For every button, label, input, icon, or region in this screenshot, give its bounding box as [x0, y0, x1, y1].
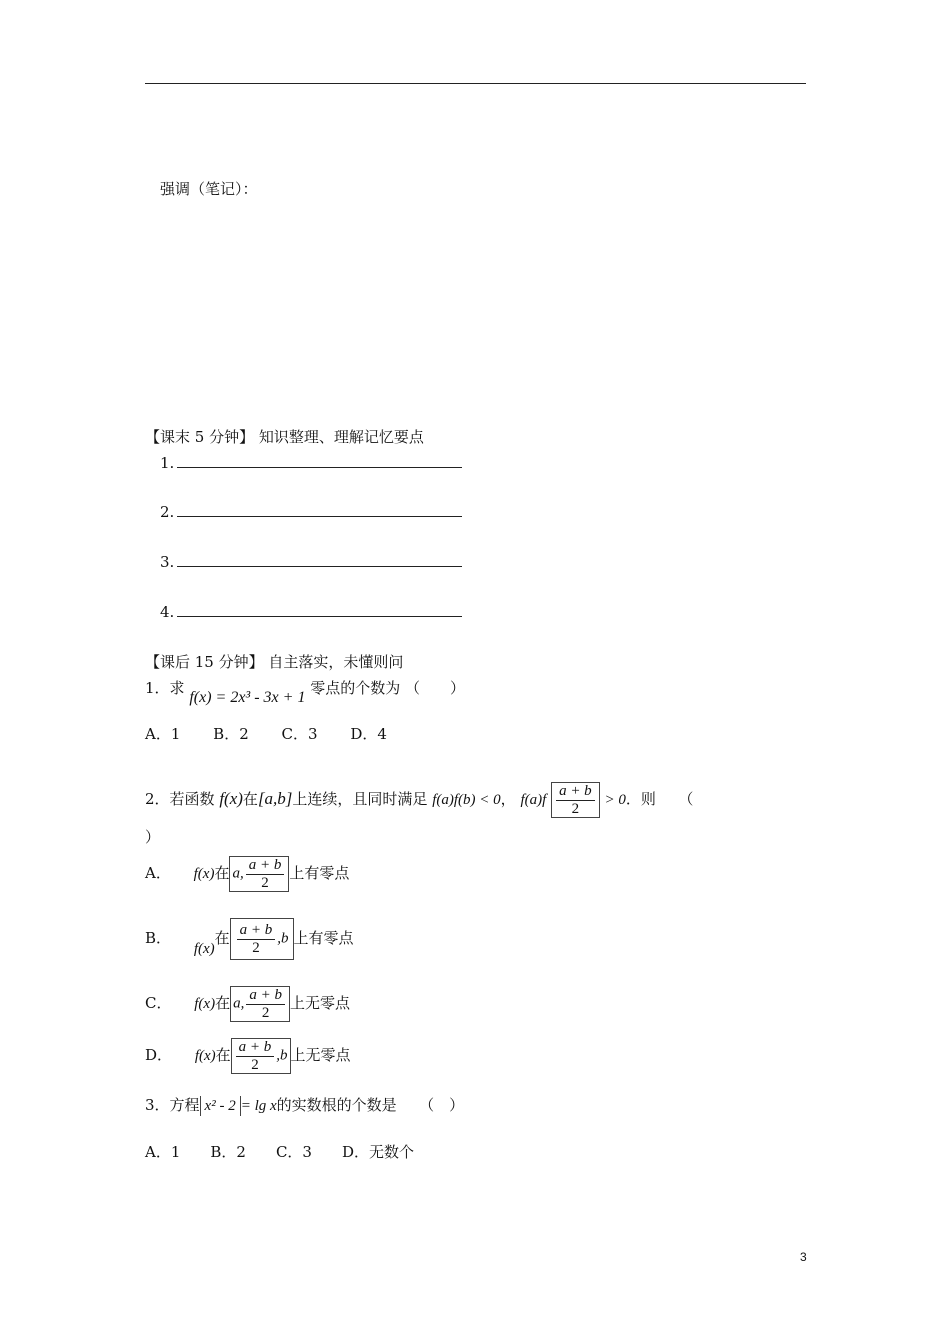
blank-line-2 [160, 502, 462, 521]
option-fx: f(x) [194, 996, 216, 1012]
page-number: 3 [800, 1250, 807, 1264]
end5-heading: 【课末 5 分钟】 知识整理、理解记忆要点 [145, 428, 424, 446]
q1-formula: f(x) = 2x³ - 3x + 1 [189, 689, 306, 706]
q3-prefix: 3．方程 [145, 1096, 200, 1114]
option-label: A． [145, 864, 171, 882]
q2-cond1: f(a)f(b) < 0 [432, 792, 501, 808]
option-fx: f(x) [194, 1048, 216, 1064]
blank-number: 1. [160, 454, 175, 472]
blank-line-1 [160, 453, 462, 472]
blank-number: 4. [160, 603, 175, 621]
option-label: C． [145, 994, 172, 1012]
q2-frac-den: 2 [571, 800, 580, 817]
q2-option-c [145, 986, 350, 1022]
blank-line-3 [160, 552, 462, 571]
option-on: 在 [214, 864, 230, 882]
option-fx: f(x) [193, 941, 215, 957]
q2-option-a [145, 856, 349, 892]
question-3 [145, 1094, 464, 1115]
q3-eq: = lg x [240, 1098, 277, 1114]
q2-option-b [145, 918, 354, 960]
q1-options [145, 723, 415, 744]
question-2 [145, 782, 693, 818]
option-on: 在 [215, 994, 231, 1012]
q2-then: ．则 （ [625, 790, 694, 808]
blank-line-4 [160, 602, 462, 621]
option-interval: a, $\frac{a + b}{2}$ [229, 856, 289, 892]
q1-suffix: 零点的个数为 （ ） [310, 679, 466, 697]
q1-option-a: A．1 [145, 725, 181, 743]
blank-number: 2. [160, 503, 175, 521]
q2-cond2-pre: f(a)f [520, 792, 547, 808]
option-interval: $\frac{a + b}{2}$ ,b [230, 918, 294, 960]
option-tail: 上无零点 [290, 1046, 351, 1064]
q2-paren-frac [551, 782, 600, 818]
q3-abs: x² - 2 [200, 1096, 241, 1116]
option-on: 在 [214, 929, 230, 947]
q2-fx: f(x) [219, 789, 243, 808]
q2-comma: ， [500, 790, 516, 808]
q2-frac-num: a + b [556, 783, 595, 801]
emphasis-label: 强调（笔记）： [160, 180, 258, 198]
q1-option-b: B．2 [213, 725, 249, 743]
option-fx: f(x) [193, 866, 215, 882]
q3-options: A．1 B．2 C．3 D．无数个 [145, 1143, 414, 1161]
q2-prefix: 2．若函数 [145, 790, 215, 808]
q1-option-c: C．3 [281, 725, 318, 743]
option-tail: 上有零点 [289, 864, 350, 882]
option-label: B． [145, 929, 172, 947]
question-1 [145, 677, 466, 706]
option-label: D． [145, 1046, 173, 1064]
option-interval: $\frac{a + b}{2}$ ,b [231, 1038, 291, 1074]
option-on: 在 [215, 1046, 231, 1064]
q2-mid: 上连续，且同时满足 [292, 790, 428, 808]
option-interval: a, $\frac{a + b}{2}$ [230, 986, 290, 1022]
q1-prefix: 1．求 [145, 679, 185, 697]
q3-suffix: 的实数根的个数是 （ ） [276, 1096, 465, 1114]
q1-option-d: D．4 [350, 725, 387, 743]
option-tail: 上有零点 [293, 929, 354, 947]
after15-heading: 【课后 15 分钟】 自主落实，未懂则问 [145, 653, 404, 671]
header-rule [145, 83, 806, 84]
q2-option-d [145, 1038, 351, 1074]
blank-number: 3. [160, 553, 175, 571]
q2-close: ） [145, 828, 161, 846]
q2-interval: [a,b] [257, 789, 293, 808]
q2-on: 在 [242, 790, 258, 808]
q2-cond2-post: > 0 [604, 792, 626, 808]
option-tail: 上无零点 [289, 994, 350, 1012]
